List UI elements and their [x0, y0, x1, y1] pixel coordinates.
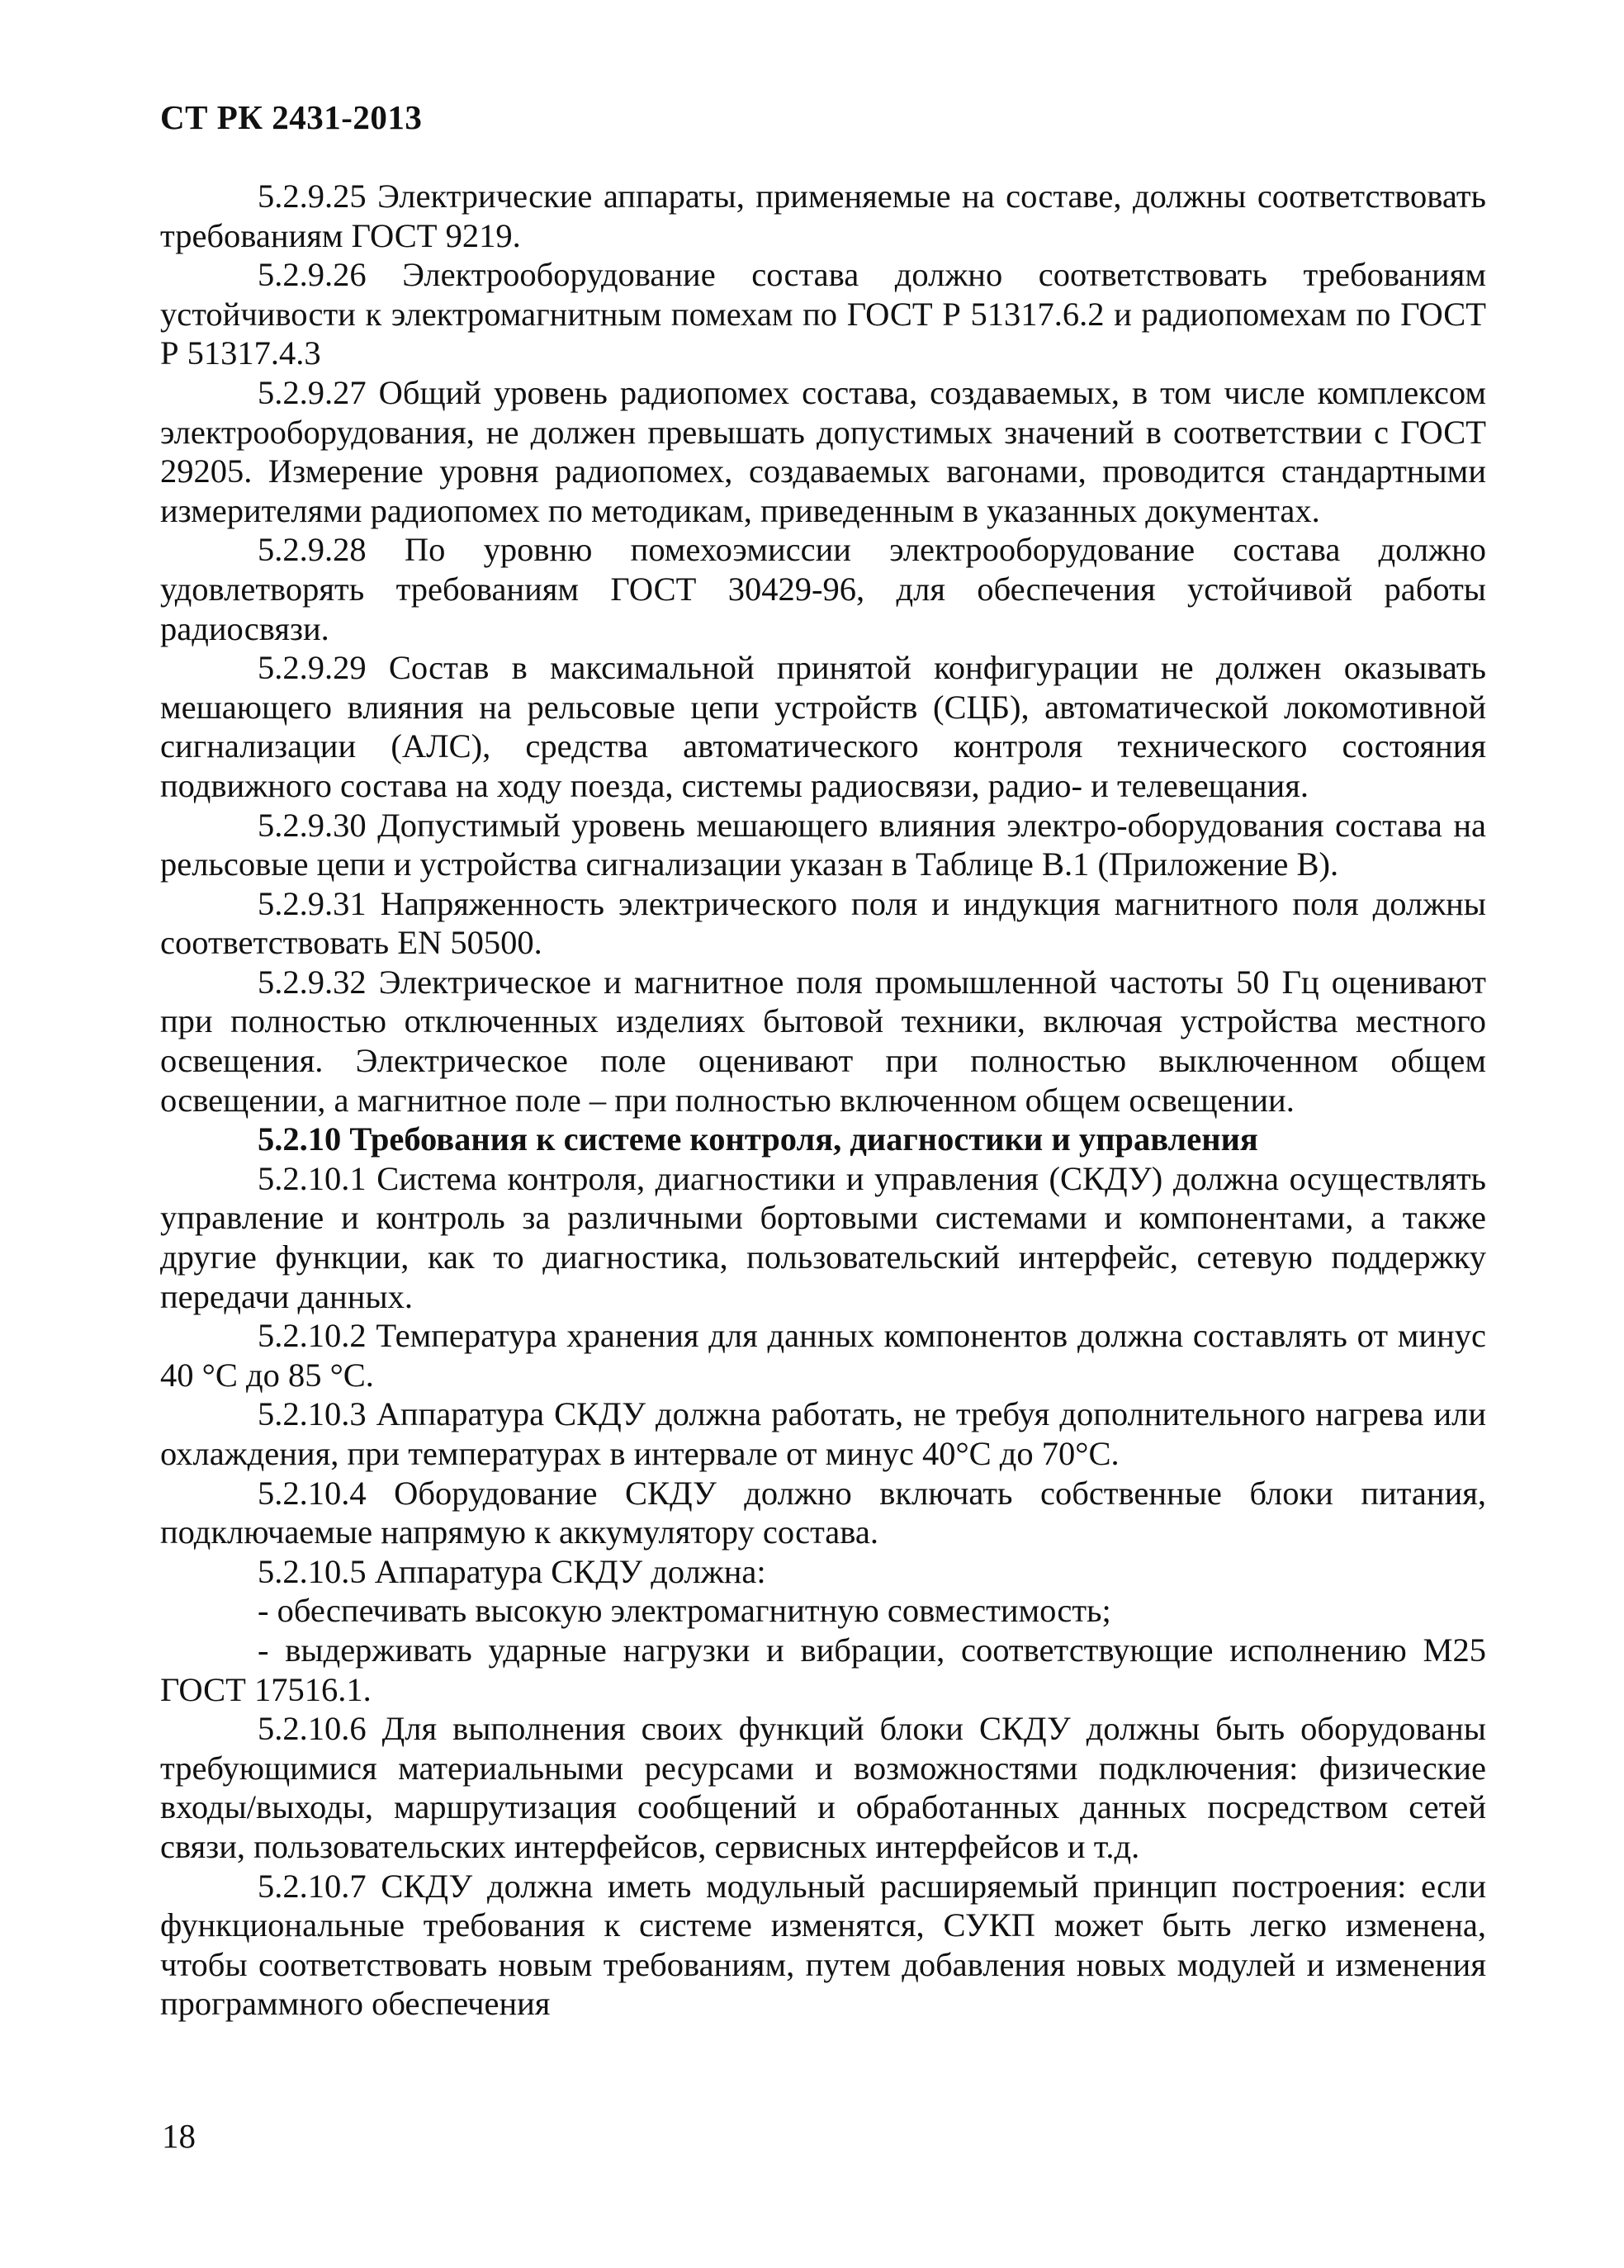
- page-number: 18: [162, 2117, 196, 2155]
- list-item-emc: - обеспечивать высокую электромагнитную совместимость;: [258, 1592, 1111, 1630]
- paragraph-5-2-10-2: 5.2.10.2 Температура хранения для данных компонентов должна составлять от минус 40 °С до 85 °С.: [160, 1317, 1486, 1394]
- document-code-header: СТ РК 2431-2013: [160, 98, 423, 136]
- paragraph-5-2-10-4: 5.2.10.4 Оборудование СКДУ должно включать собственные блоки питания, подключаемые напрямую к аккумулятору состава.: [160, 1474, 1486, 1551]
- paragraph-5-2-9-30: 5.2.9.30 Допустимый уровень мешающего влияния электро-оборудования состава на рельсовые цепи и устройства сигнализации указан в Таблице В.1 (Приложение В).: [160, 806, 1486, 883]
- paragraph-5-2-10-1: 5.2.10.1 Система контроля, диагностики и управления (СКДУ) должна осуществлять управление и контроль за различными бортовыми системами и компонентами, а также другие функции, как то диагностика, пользовательский интерфейс, сетевую поддержку передачи данных.: [160, 1159, 1486, 1315]
- paragraph-5-2-10-6: 5.2.10.6 Для выполнения своих функций блоки СКДУ должны быть оборудованы требующимися материальными ресурсами и возможностями подключения: физические входы/выходы, маршрутизация сообщений и обработанных данных посредством сетей связи, пользовательских интерфейсов, сервисных интерфейсов и т.д.: [160, 1710, 1486, 1865]
- paragraph-5-2-9-31: 5.2.9.31 Напряженность электрического поля и индукция магнитного поля должны соответствовать EN 50500.: [160, 884, 1486, 962]
- document-body: [160, 177, 1486, 2024]
- section-heading-5-2-10: 5.2.10 Требования к системе контроля, диагностики и управления: [258, 1120, 1258, 1158]
- paragraph-5-2-10-5: 5.2.10.5 Аппаратура СКДУ должна:: [258, 1552, 766, 1590]
- paragraph-5-2-9-29: 5.2.9.29 Состав в максимальной принятой конфигурации не должен оказывать мешающего влияния на рельсовые цепи устройств (СЦБ), автоматической локомотивной сигнализации (АЛС), средства автоматического контроля технического состояния подвижного состава на ходу поезда, системы радиосвязи, радио- и телевещания.: [160, 649, 1486, 804]
- paragraph-5-2-9-32: 5.2.9.32 Электрическое и магнитное поля промышленной частоты 50 Гц оценивают при полностью отключенных изделиях бытовой техники, включая устройства местного освещения. Электрическое поле оценивают при полностью выключенном общем освещении, а магнитное поле – при полностью включенном общем освещении.: [160, 963, 1486, 1119]
- paragraph-5-2-10-3: 5.2.10.3 Аппаратура СКДУ должна работать, не требуя дополнительного нагрева или охлаждения, при температурах в интервале от минус 40°С до 70°С.: [160, 1395, 1486, 1472]
- paragraph-5-2-9-26: 5.2.9.26 Электрооборудование состава должно соответствовать требованиям устойчивости к электромагнитным помехам по ГОСТ Р 51317.6.2 и радиопомехам по ГОСТ Р 51317.4.3: [160, 256, 1486, 372]
- paragraph-5-2-9-25: 5.2.9.25 Электрические аппараты, применяемые на составе, должны соответствовать требованиям ГОСТ 9219.: [160, 178, 1486, 254]
- list-item-shock-vibration: - выдерживать ударные нагрузки и вибрации, соответствующие исполнению М25 ГОСТ 17516.1.: [160, 1631, 1486, 1708]
- paragraph-5-2-9-27: 5.2.9.27 Общий уровень радиопомех состава, создаваемых, в том числе комплексом электрооборудования, не должен превышать допустимых значений в соответствии с ГОСТ 29205. Измерение уровня радиопомех, создаваемых вагонами, проводится стандартными измерителями радиопомех по методикам, приведенным в указанных документах.: [160, 373, 1486, 529]
- paragraph-5-2-10-7: 5.2.10.7 СКДУ должна иметь модульный расширяемый принцип построения: если функциональные требования к системе изменятся, СУКП может быть легко изменена, чтобы соответствовать новым требованиям, путем добавления новых модулей и изменения программного обеспечения: [160, 1867, 1486, 2023]
- paragraph-5-2-9-28: 5.2.9.28 По уровню помехоэмиссии электрооборудование состава должно удовлетворять требованиям ГОСТ 30429-96, для обеспечения устойчивой работы радиосвязи.: [160, 531, 1486, 647]
